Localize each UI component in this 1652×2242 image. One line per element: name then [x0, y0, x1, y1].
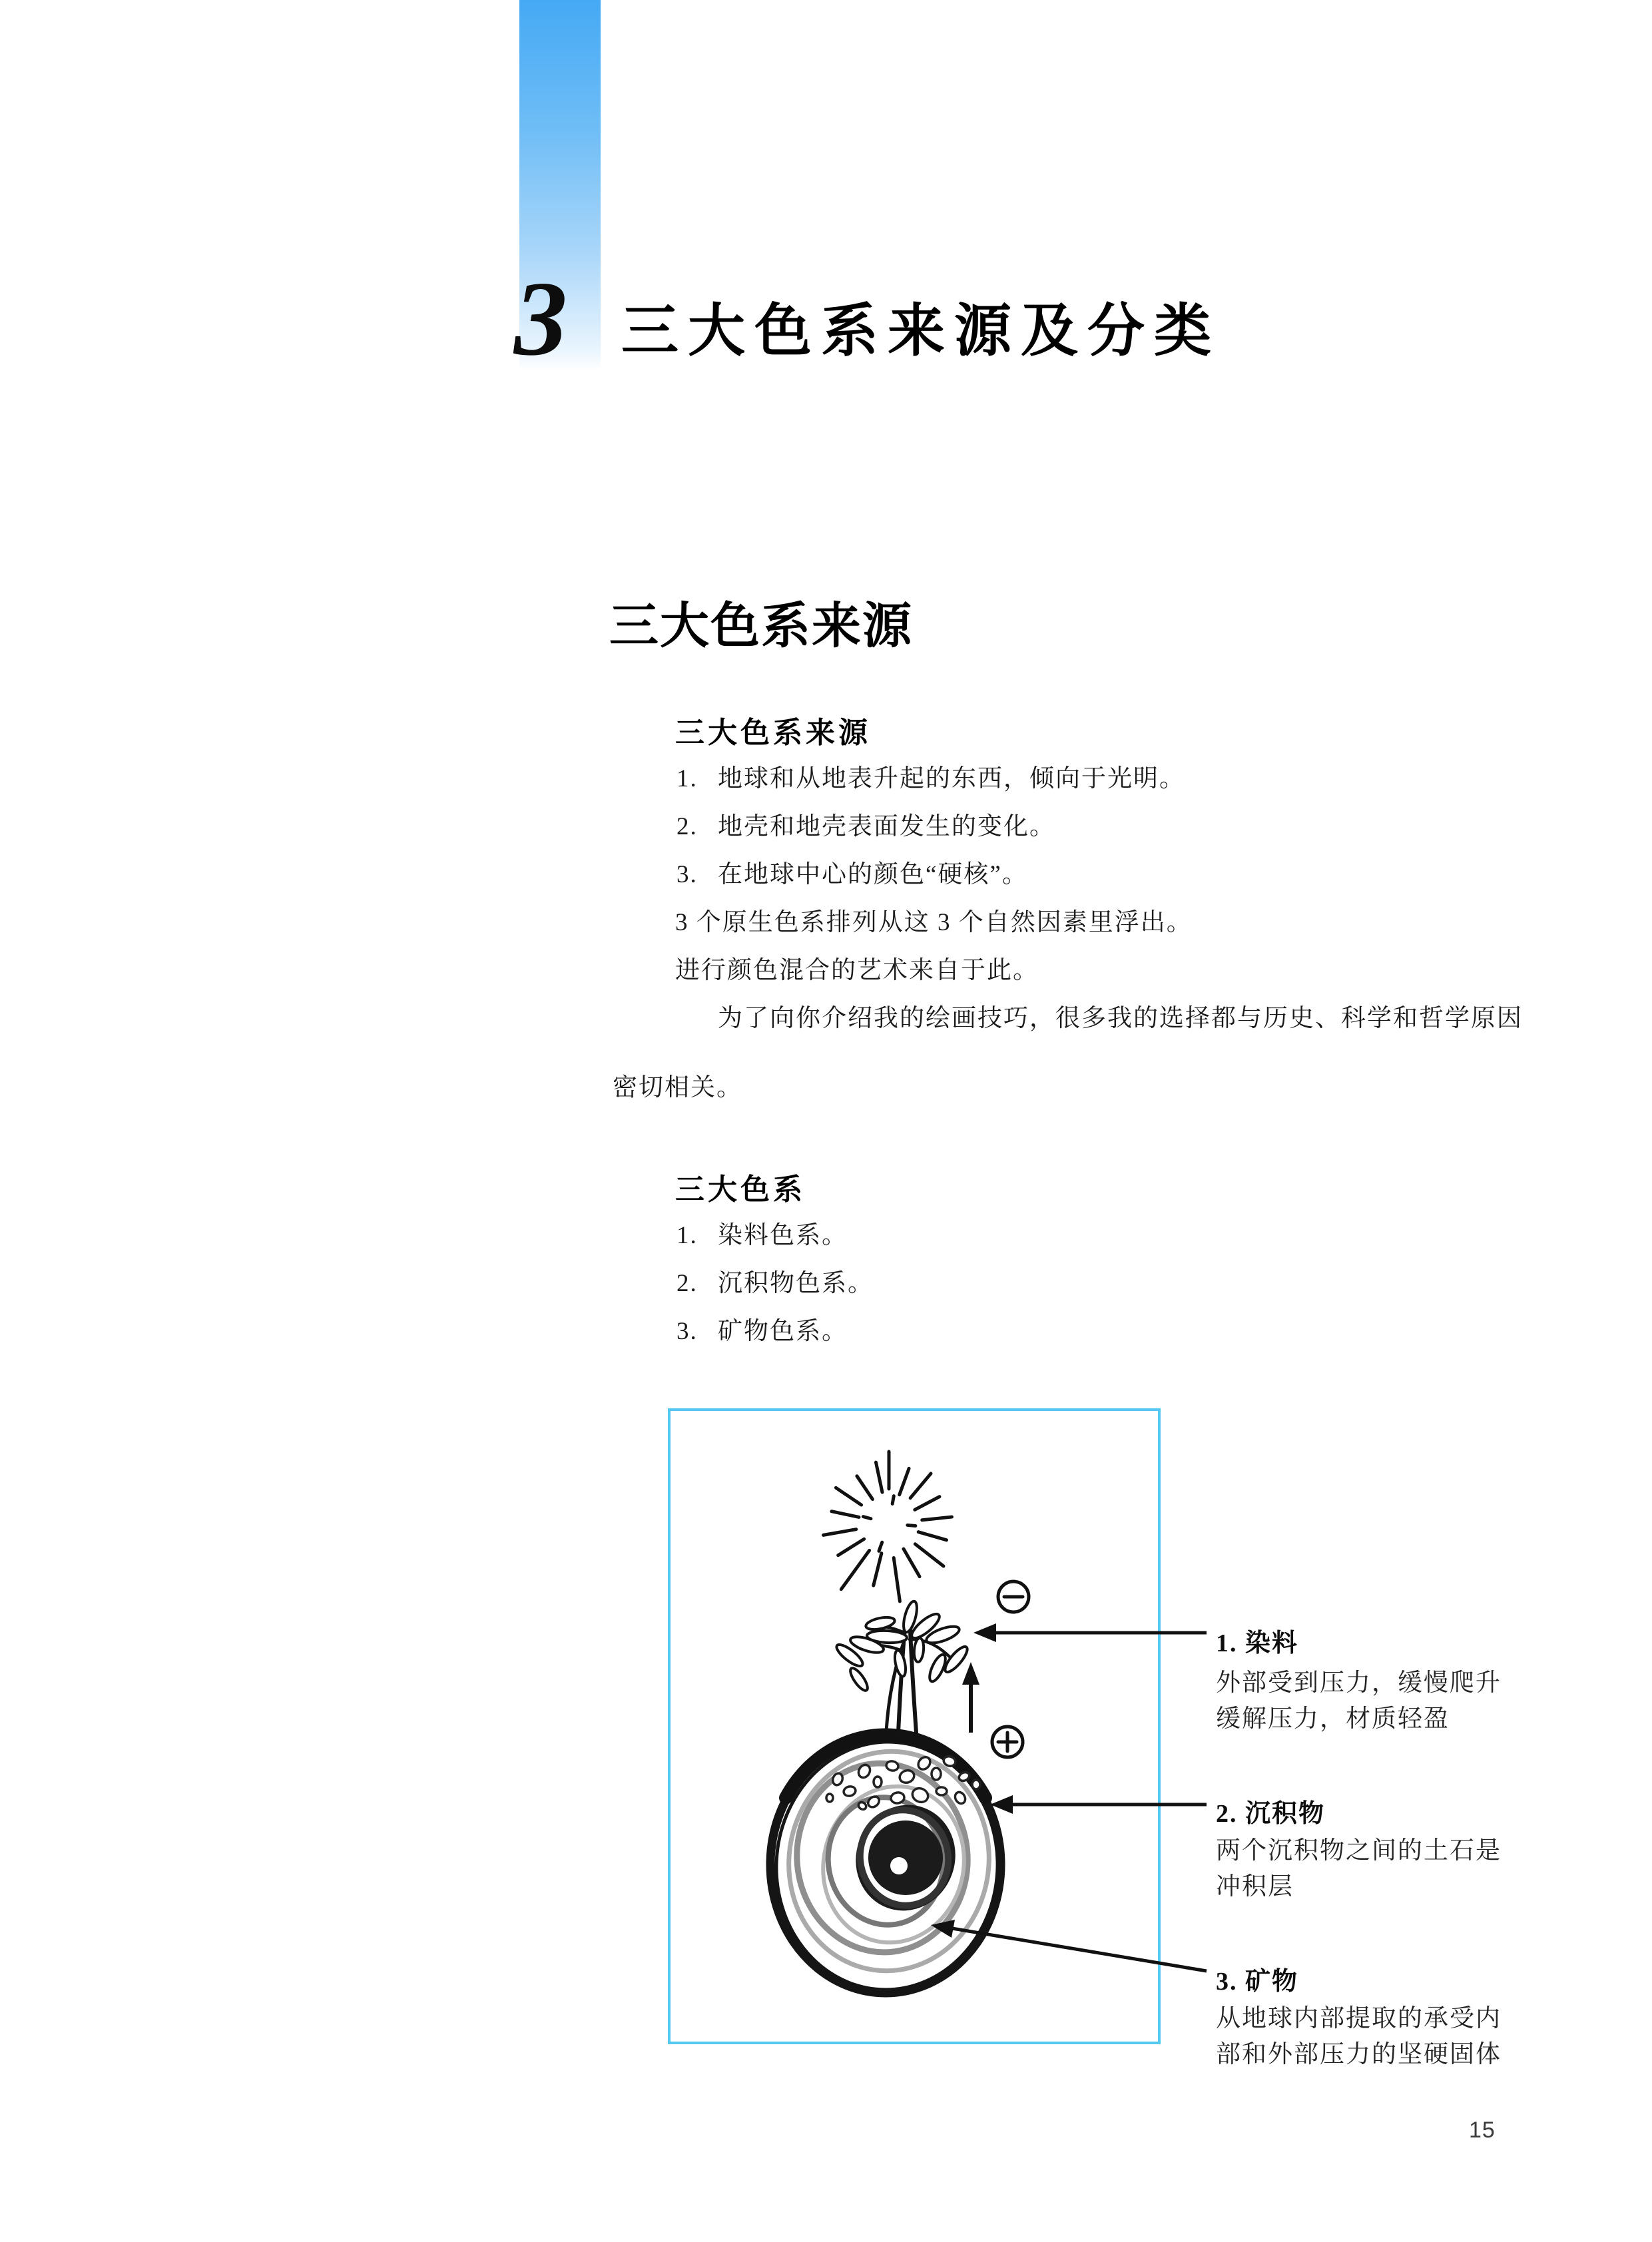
intro-subheading: 三大色系来源 — [675, 716, 871, 749]
diagram-label-title: 3. 矿物 — [1216, 1968, 1299, 1996]
paragraph-line: 为了向你介绍我的绘画技巧，很多我的选择都与历史、科学和哲学原因 — [718, 1005, 1523, 1032]
list-item-number: 1. — [677, 1222, 698, 1249]
circle-minus-icon — [998, 1581, 1029, 1612]
sun-icon — [824, 1452, 952, 1601]
list-item-number: 1. — [677, 765, 698, 792]
list-item-text: 矿物色系。 — [718, 1318, 848, 1345]
label-leader-dye — [973, 1623, 1207, 1642]
diagram-label-title: 1. 染料 — [1216, 1629, 1299, 1657]
chapter-number: 3 — [514, 259, 567, 378]
paragraph-line: 密切相关。 — [613, 1074, 742, 1101]
list-item-number: 3. — [677, 1318, 698, 1345]
tree-icon — [834, 1600, 970, 1733]
list-item-text: 地球和从地表升起的东西，倾向于光明。 — [718, 765, 1185, 792]
diagram-label-desc: 从地球内部提取的承受内 — [1216, 2005, 1502, 2032]
list-item-text: 染料色系。 — [718, 1222, 848, 1249]
section-heading: 三大色系来源 — [609, 599, 913, 654]
diagram-label-desc: 冲积层 — [1216, 1873, 1294, 1900]
systems-subheading: 三大色系 — [675, 1173, 806, 1206]
circle-plus-icon — [992, 1727, 1023, 1757]
page-number: 15 — [1469, 2117, 1496, 2143]
list-item-text: 在地球中心的颜色“硬核”。 — [718, 861, 1028, 888]
label-leader-sediment — [990, 1795, 1207, 1814]
core-highlight — [890, 1857, 908, 1874]
paragraph: 3 个原生色系排列从这 3 个自然因素里浮出。 — [675, 909, 1193, 936]
up-arrow — [962, 1662, 979, 1733]
chapter-title: 三大色系来源及分类 — [621, 299, 1221, 363]
diagram-label-title: 2. 沉积物 — [1216, 1800, 1326, 1828]
diagram-label-desc: 部和外部压力的坚硬固体 — [1216, 2041, 1502, 2068]
diagram-label-desc: 缓解压力，材质轻盈 — [1216, 1705, 1450, 1733]
earth-cross-section-icon — [770, 1735, 1003, 1995]
list-item-text: 沉积物色系。 — [718, 1270, 874, 1297]
diagram-label-desc: 两个沉积物之间的土石是 — [1216, 1837, 1502, 1864]
list-item-text: 地壳和地壳表面发生的变化。 — [718, 813, 1055, 840]
list-item-number: 2. — [677, 1270, 698, 1297]
list-item-number: 3. — [677, 861, 698, 888]
diagram-label-desc: 外部受到压力，缓慢爬升 — [1216, 1669, 1502, 1697]
list-item-number: 2. — [677, 813, 698, 840]
paragraph: 进行颜色混合的艺术来自于此。 — [675, 957, 1039, 984]
